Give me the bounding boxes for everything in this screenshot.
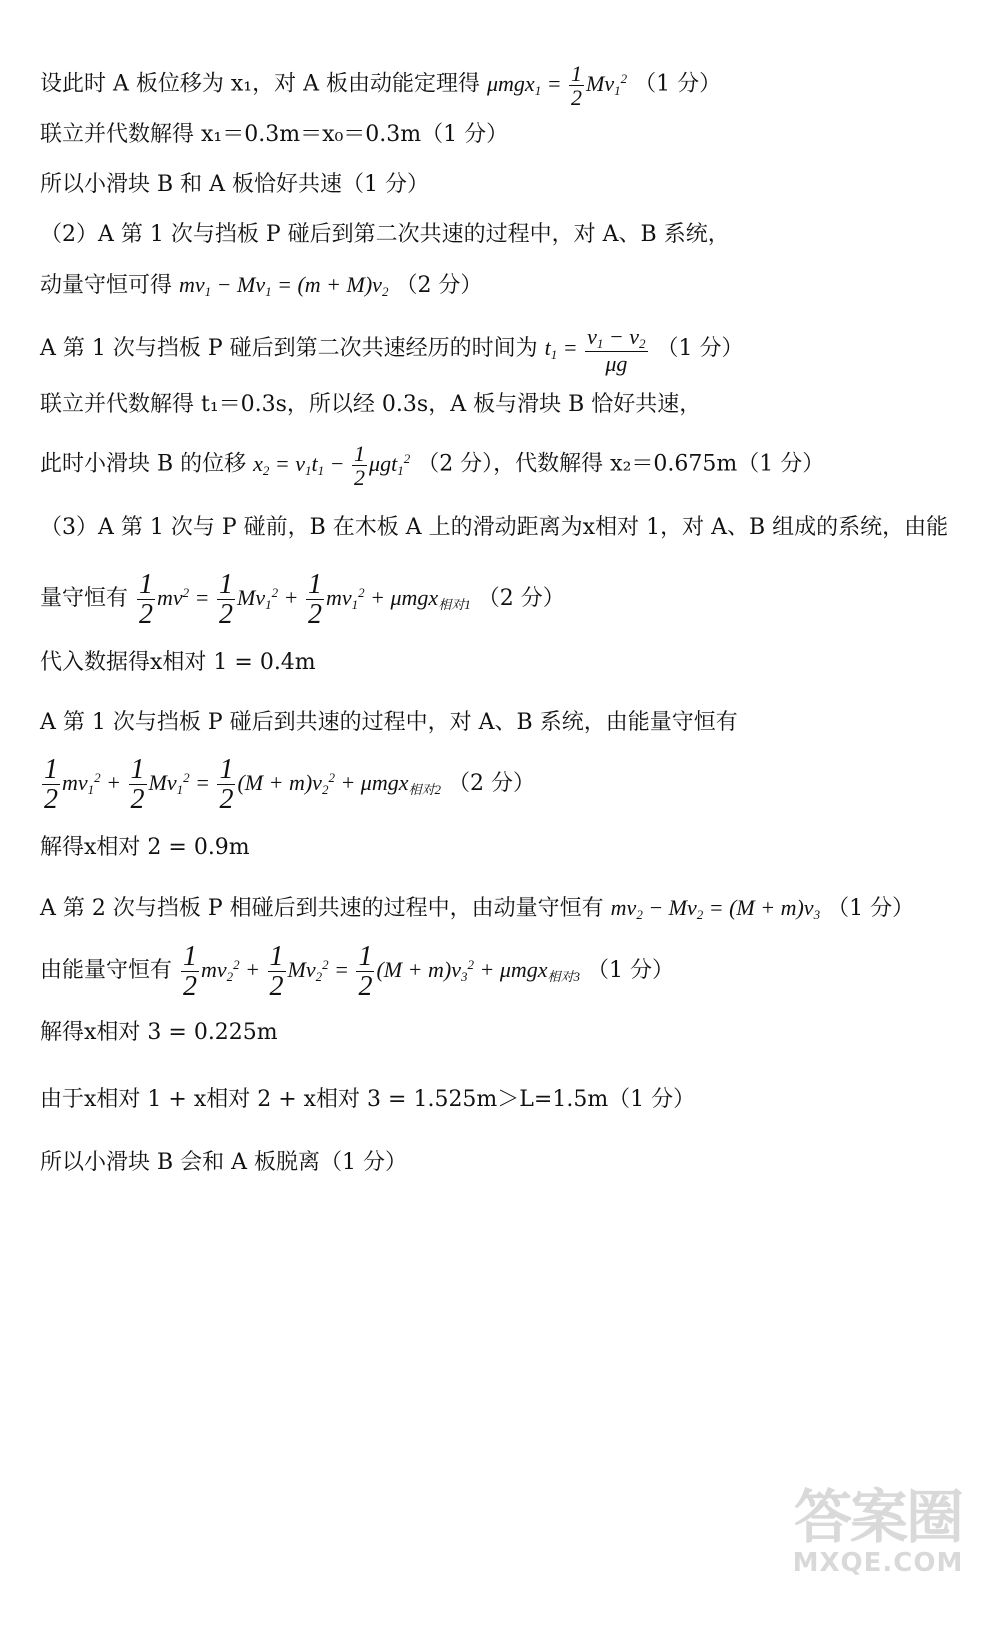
formula-energy-2: $\frac{1}{2}$ $mv_1^2$ + $\frac{1}{2}$ $Mv_1^2$ = $\frac{1}{2}$ $(M + m)v_2^2 + \mu mgx_{相对2}$: [44, 754, 442, 816]
formula-time: $t_1$ = $\frac{v_1 - v_2}{\mu g}$: [544, 324, 646, 376]
line-14: 解得x相对 2 = 0.9m: [40, 835, 250, 860]
line-7: 联立并代数解得 t₁＝0.3s，所以经 0.3s，A 板与滑块 B 恰好共速，: [40, 392, 702, 417]
line-8: 此时小滑块 B 的位移 $x_2 = v_1t_1$ − $\frac{1}{2}$ μgt$_1^2$ （2 分），代数解得 x₂＝0.675m（1 分）: [40, 441, 825, 491]
line-12: A 第 1 次与挡板 P 碰后到共速的过程中，对 A、B 系统，由能量守恒有: [40, 710, 738, 735]
formula-kinetic-energy: μmgx$_1$ = $\frac{1}{2}$ $Mv_1^2$: [486, 61, 628, 111]
line-9: （3）A 第 1 次与 P 碰前，B 在木板 A 上的滑动距离为x相对 1，对 A、B 组成的系统，由能: [40, 515, 949, 540]
line-4: （2）A 第 1 次与挡板 P 碰后到第二次共速的过程中，对 A、B 系统，: [40, 222, 730, 247]
line-16: 由能量守恒有 $\frac{1}{2}$ $mv_2^2$ + $\frac{1}{2}$ $Mv_2^2$ = $\frac{1}{2}$ $(M + m)v_3^2 + \mu mgx_{相对3}$ （1 分）: [40, 941, 675, 1003]
formula-momentum-1: $mv_1 - Mv_1 = (m + M)v_2$: [179, 272, 389, 299]
watermark: [778, 1483, 978, 1608]
line-17: 解得x相对 3 = 0.225m: [40, 1020, 278, 1045]
line-2: 联立并代数解得 x₁＝0.3m＝x₀＝0.3m（1 分）: [40, 122, 509, 147]
formula-energy-3: $\frac{1}{2}$ $mv_2^2$ + $\frac{1}{2}$ $Mv_2^2$ = $\frac{1}{2}$ $(M + m)v_3^2 + \mu mgx_{相对3}$: [183, 941, 581, 1003]
formula-energy-1: $\frac{1}{2}$ $mv^2$ = $\frac{1}{2}$ $Mv_1^2$ + $\frac{1}{2}$ $mv_1^2 + \mu mgx_{相对1}$: [139, 569, 471, 631]
watermark-url: MXQE.COM: [792, 1548, 964, 1578]
line-15: A 第 2 次与挡板 P 相碰后到共速的过程中，由动量守恒有 $mv_2 - Mv_2 = (M + m)v_3$ （1 分）: [40, 895, 915, 922]
watermark-logo: 答案圈: [793, 1483, 962, 1551]
line-13: $\frac{1}{2}$ $mv_1^2$ + $\frac{1}{2}$ $Mv_1^2$ = $\frac{1}{2}$ $(M + m)v_2^2 + \mu mgx_{相对2}$ （2 分）: [40, 755, 535, 815]
line-1: 设此时 A 板位移为 x₁，对 A 板由动能定理得 μmgx$_1$ = $\frac{1}{2}$ $Mv_1^2$ （1 分）: [40, 61, 722, 111]
line-18: 由于x相对 1 + x相对 2 + x相对 3 = 1.525m＞L=1.5m（1 分）: [40, 1087, 696, 1112]
line-19: 所以小滑块 B 会和 A 板脱离（1 分）: [40, 1150, 408, 1175]
line-3: 所以小滑块 B 和 A 板恰好共速（1 分）: [40, 172, 430, 197]
line-10: 量守恒有 $\frac{1}{2}$ $mv^2$ = $\frac{1}{2}$ $Mv_1^2$ + $\frac{1}{2}$ $mv_1^2 + \mu mgx_{相对1}$ （2 分）: [40, 569, 565, 631]
line-11: 代入数据得x相对 1 = 0.4m: [40, 650, 316, 675]
line-6: A 第 1 次与挡板 P 碰后到第二次共速经历的时间为 $t_1$ = $\frac{v_1 - v_2}{\mu g}$ （1 分）: [40, 324, 744, 376]
formula-displacement: $x_2 = v_1t_1$ − $\frac{1}{2}$ μgt$_1^2$: [253, 441, 411, 491]
line-5: 动量守恒可得 $mv_1 - Mv_1 = (m + M)v_2$ （2 分）: [40, 272, 483, 299]
formula-momentum-2: $mv_2 - Mv_2 = (M + m)v_3$: [610, 895, 821, 922]
